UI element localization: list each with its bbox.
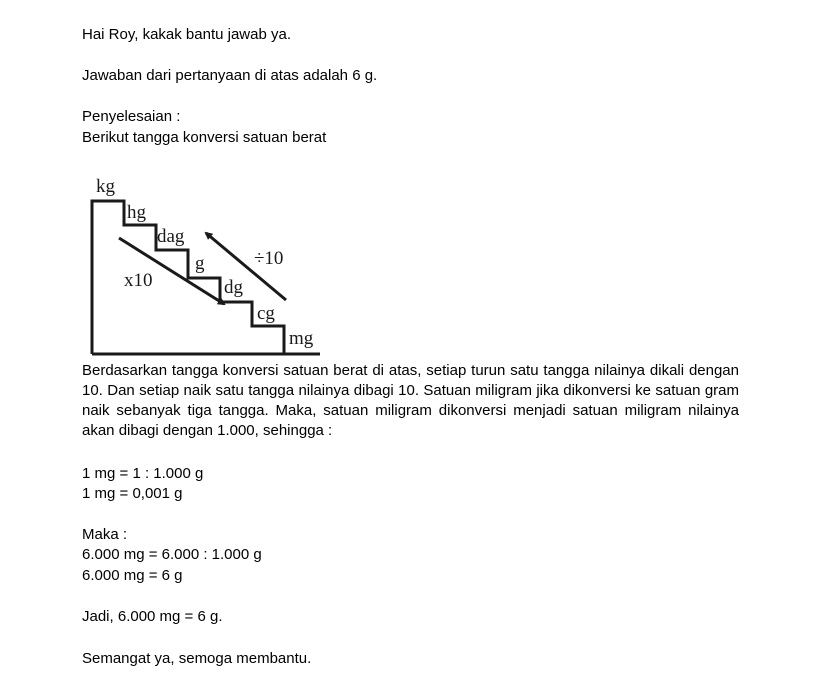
staircase-outline	[92, 201, 284, 354]
equation-line: 6.000 mg = 6 g	[82, 567, 183, 584]
ladder-intro: Berikut tangga konversi satuan berat	[82, 129, 327, 146]
conclusion-text: Jadi, 6.000 mg = 6 g.	[82, 608, 223, 625]
explanation-line: 10. Dan setiap naik satu tangga nilainya dibagi 10. Satuan miligram jika dikonversi ke satuan gram	[82, 382, 739, 399]
equation-line: 6.000 mg = 6.000 : 1.000 g	[82, 546, 262, 563]
unit-label-g: g	[195, 253, 205, 274]
unit-label-hg: hg	[127, 202, 146, 223]
equation-line: 1 mg = 0,001 g	[82, 485, 183, 502]
unit-label-mg: mg	[289, 328, 314, 349]
divide-label: ÷10	[254, 248, 284, 269]
solution-heading: Penyelesaian :	[82, 108, 181, 125]
equation-line: 1 mg = 1 : 1.000 g	[82, 465, 204, 482]
unit-label-kg: kg	[96, 176, 115, 197]
weight-conversion-ladder-diagram	[82, 168, 327, 360]
explanation-line: Berdasarkan tangga konversi satuan berat di atas, setiap turun satu tangga nilainya dikali dengan	[82, 362, 739, 379]
explanation-paragraph	[82, 361, 739, 441]
unit-label-cg: cg	[257, 303, 275, 324]
unit-label-dag: dag	[157, 226, 185, 247]
maka-label: Maka :	[82, 526, 128, 543]
closing-text: Semangat ya, semoga membantu.	[82, 650, 312, 667]
multiply-label: x10	[124, 270, 153, 291]
explanation-line: naik sebanyak tiga tangga. Maka, satuan miligram dikonversi menjadi satuan miligram nilainya	[82, 402, 739, 419]
unit-label-dg: dg	[224, 277, 243, 298]
greeting-text: Hai Roy, kakak bantu jawab ya.	[82, 26, 291, 43]
answer-text: Jawaban dari pertanyaan di atas adalah 6 g.	[82, 67, 378, 84]
explanation-line: akan dibagi dengan 1.000, sehingga :	[82, 422, 333, 439]
